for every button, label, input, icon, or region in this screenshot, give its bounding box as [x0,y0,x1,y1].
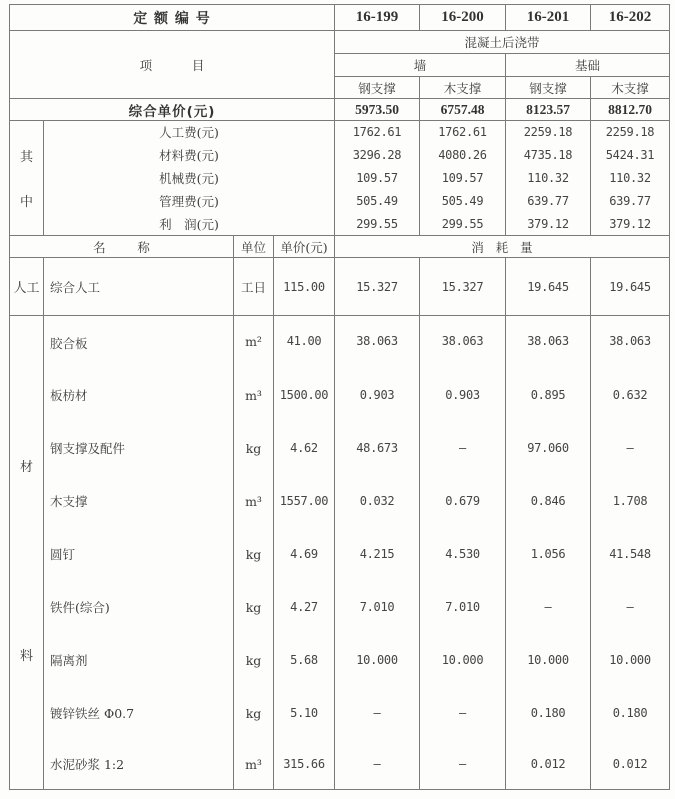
material-row [10,316,670,369]
material-row [10,422,670,475]
breakdown-value: 4735.18 [506,144,591,167]
material-row [10,634,670,687]
material-name: 水泥砂浆 1:2 [44,740,234,790]
material-price: 1500.00 [274,369,335,422]
material-value: — [420,687,506,740]
breakdown-row [10,144,670,167]
material-value: 0.012 [591,740,670,790]
breakdown-value: 505.49 [420,190,506,213]
material-unit: kg [234,687,274,740]
group-foundation: 基础 [506,54,670,77]
code-16-199: 16-199 [335,5,420,31]
breakdown-row [10,190,670,213]
material-value: 10.000 [420,634,506,687]
material-value: — [506,581,591,634]
breakdown-value: 1762.61 [420,121,506,144]
material-value: 38.063 [506,316,591,369]
breakdown-value: 109.57 [335,167,420,190]
breakdown-value: 299.55 [420,213,506,236]
material-value: 0.180 [591,687,670,740]
code-row [10,5,670,31]
breakdown-row [10,167,670,190]
material-unit: kg [234,581,274,634]
material-value: 7.010 [335,581,420,634]
material-value: — [591,581,670,634]
material-value: 41.548 [591,528,670,581]
breakdown-row [10,121,670,144]
material-unit: m³ [234,475,274,528]
unit-price-4: 8812.70 [591,99,670,121]
labor-value: 15.327 [335,258,420,316]
material-value: 97.060 [506,422,591,475]
material-unit: kg [234,528,274,581]
breakdown-label: 材料费(元) [44,144,335,167]
material-value: 0.032 [335,475,420,528]
breakdown-label: 利 润(元) [44,213,335,236]
labor-unit: 工日 [234,258,274,316]
material-value: — [335,687,420,740]
breakdown-label: 机械费(元) [44,167,335,190]
breakdown-value: 2259.18 [506,121,591,144]
breakdown-value: 505.49 [335,190,420,213]
material-price: 5.68 [274,634,335,687]
breakdown-value: 109.57 [420,167,506,190]
material-value: 48.673 [335,422,420,475]
breakdown-row [10,213,670,236]
material-row [10,369,670,422]
breakdown-value: 639.77 [506,190,591,213]
material-name: 镀锌铁丝 Φ0.7 [44,687,234,740]
material-name: 铁件(综合) [44,581,234,634]
material-unit: kg [234,422,274,475]
material-name: 胶合板 [44,316,234,369]
material-value: 4.530 [420,528,506,581]
breakdown-value: 3296.28 [335,144,420,167]
code-label: 定 额 编 号 [10,5,335,31]
project-row [10,31,670,54]
materials-category [10,316,44,790]
material-price: 41.00 [274,316,335,369]
sub-item-2: 木支撑 [420,77,506,99]
material-name: 木支撑 [44,475,234,528]
material-value: 7.010 [420,581,506,634]
breakdown-value: 1762.61 [335,121,420,144]
material-price: 4.69 [274,528,335,581]
name-column-header: 名 称 [10,236,234,258]
material-value: 38.063 [335,316,420,369]
breakdown-value: 2259.18 [591,121,670,144]
code-16-201: 16-201 [506,5,591,31]
breakdown-category-top: 其 [19,150,33,165]
material-unit: m² [234,316,274,369]
material-value: 1.708 [591,475,670,528]
material-value: 0.632 [591,369,670,422]
material-price: 4.27 [274,581,335,634]
material-value: — [335,740,420,790]
material-unit: m³ [234,740,274,790]
labor-name: 综合人工 [44,258,234,316]
material-value: 4.215 [335,528,420,581]
labor-value: 15.327 [420,258,506,316]
sub-item-4: 木支撑 [591,77,670,99]
material-unit: m³ [234,369,274,422]
material-row [10,687,670,740]
breakdown-category-bottom: 中 [19,195,33,210]
material-unit: kg [234,634,274,687]
quota-table [9,4,670,790]
material-value: — [420,422,506,475]
breakdown-value: 639.77 [591,190,670,213]
labor-value: 19.645 [506,258,591,316]
material-value: 0.679 [420,475,506,528]
code-16-202: 16-202 [591,5,670,31]
material-value: — [420,740,506,790]
material-value: 38.063 [420,316,506,369]
material-row [10,475,670,528]
consumption-header-row [10,236,670,258]
material-name: 钢支撑及配件 [44,422,234,475]
material-value: 0.903 [335,369,420,422]
material-price: 1557.00 [274,475,335,528]
breakdown-value: 299.55 [335,213,420,236]
material-value: 1.056 [506,528,591,581]
material-value: 10.000 [591,634,670,687]
breakdown-value: 110.32 [506,167,591,190]
material-value: 0.846 [506,475,591,528]
material-name: 板枋材 [44,369,234,422]
unit-price-3: 8123.57 [506,99,591,121]
material-price: 4.62 [274,422,335,475]
labor-price: 115.00 [274,258,335,316]
code-16-200: 16-200 [420,5,506,31]
material-value: 10.000 [506,634,591,687]
project-name: 混凝土后浇带 [335,31,670,54]
labor-value: 19.645 [591,258,670,316]
material-value: 0.895 [506,369,591,422]
breakdown-value: 5424.31 [591,144,670,167]
unit-price-label: 综合单价(元) [10,99,335,121]
material-value: — [591,422,670,475]
materials-category-top: 材 [19,460,33,475]
labor-row [10,258,670,316]
material-value: 10.000 [335,634,420,687]
materials-category-bottom: 料 [19,649,33,664]
breakdown-value: 4080.26 [420,144,506,167]
breakdown-value: 110.32 [591,167,670,190]
material-row [10,581,670,634]
sub-item-3: 钢支撑 [506,77,591,99]
labor-category: 人工 [10,258,44,316]
material-value: 38.063 [591,316,670,369]
material-price: 315.66 [274,740,335,790]
consumption-column-header: 消 耗 量 [335,236,670,258]
breakdown-label: 人工费(元) [44,121,335,144]
group-wall: 墙 [335,54,506,77]
material-price: 5.10 [274,687,335,740]
breakdown-category [10,121,44,236]
material-name: 圆钉 [44,528,234,581]
sub-item-1: 钢支撑 [335,77,420,99]
breakdown-label: 管理费(元) [44,190,335,213]
material-value: 0.903 [420,369,506,422]
breakdown-value: 379.12 [591,213,670,236]
unit-price-2: 6757.48 [420,99,506,121]
unit-price-1: 5973.50 [335,99,420,121]
material-row [10,740,670,790]
breakdown-value: 379.12 [506,213,591,236]
item-label: 项 目 [10,31,335,99]
unit-column-header: 单位 [234,236,274,258]
price-column-header: 单价(元) [274,236,335,258]
material-value: 0.180 [506,687,591,740]
material-name: 隔离剂 [44,634,234,687]
unit-price-row [10,99,670,121]
material-value: 0.012 [506,740,591,790]
material-row [10,528,670,581]
